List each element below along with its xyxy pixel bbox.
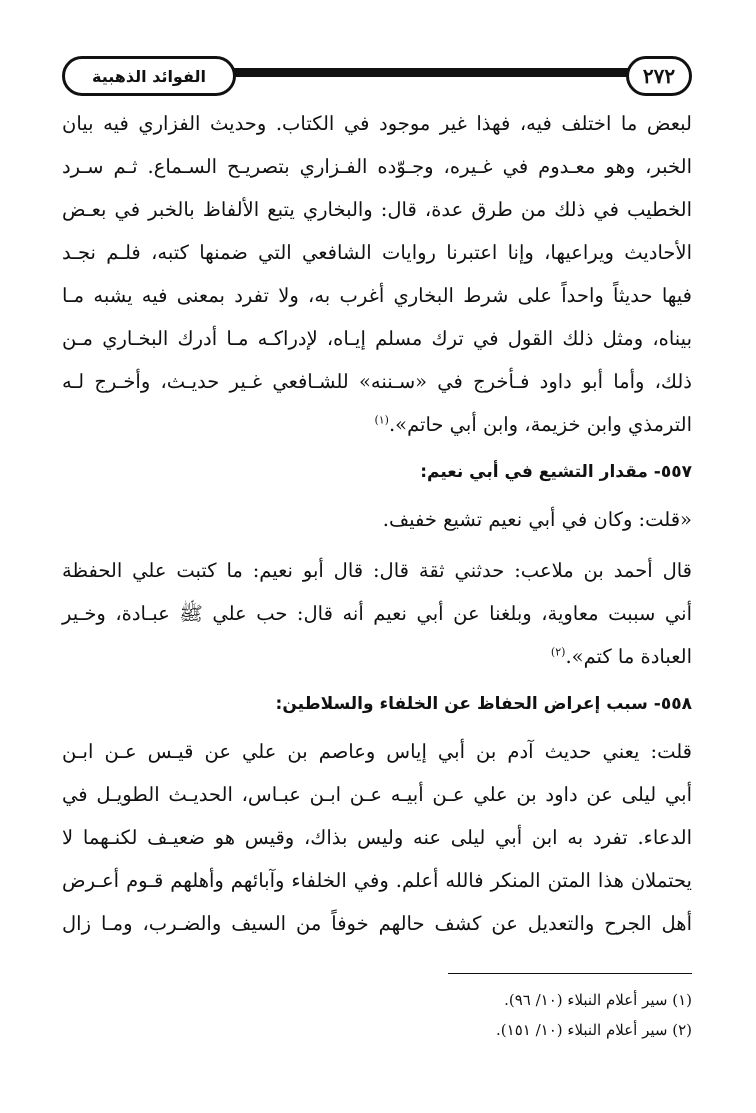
text-line: أني سببت معاوية، وبلغنا عن أبي نعيم أنه قال: حب علي ﷺ عبـادة، وخـير (62, 602, 692, 625)
paragraph-1 (62, 102, 692, 446)
text-line-content: الترمذي وابن خزيمة، وابن أبي حاتم». (388, 413, 692, 436)
text-line: قلت: يعني حديث آدم بن أبي إياس وعاصم بن علي عن قيـس عـن ابـن (62, 740, 692, 763)
text-line: أهل الجرح والتعديل عن كشف حالهم خوفاً من السيف والضـرب، ومـا زال (62, 912, 692, 935)
text-line (62, 403, 692, 446)
text-line: أبي ليلى عن داود بن علي عـن أبيـه عـن ابـن عبـاس، الحديـث الطويـل في (62, 783, 692, 806)
text-line: «قلت: وكان في أبي نعيم تشيع خفيف. (382, 508, 692, 531)
text-line: فيها حديثاً واحداً على شرط البخاري أغرب به، ولا تفرد بمعنى فيه يشبه مـا (62, 284, 692, 307)
text-line (62, 635, 692, 678)
page-number: ٢٧٢ (626, 56, 692, 96)
footnote-divider (448, 973, 692, 974)
footnotes (62, 985, 692, 1045)
page-body (62, 102, 692, 945)
text-line: الخبر، وهو معـدوم في غـيره، وجـوّده الفـزاري بتصريـح السـماع. ثـم سـرد (62, 155, 692, 178)
text-line: قال أحمد بن ملاعب: حدثني ثقة قال: قال أبو نعيم: ما كتبت علي الحفظة (62, 559, 692, 582)
section-heading-558: ٥٥٨- سبب إعراض الحفاظ عن الخلفاء والسلاطين: (275, 694, 692, 714)
paragraph-2 (62, 498, 692, 541)
text-line: يحتملان هذا المتن المنكر فالله أعلم. وفي الخلفاء وآبائهم وأهلهم قـوم أعـرض (62, 869, 692, 892)
text-line: ذلك، وأما أبو داود فـأخرج في «سـننه» للشـافعي غـير حديـث، وأخـرج لـه (62, 370, 692, 393)
header-rule (222, 68, 632, 77)
paragraph-4 (62, 730, 692, 945)
running-header (62, 54, 692, 94)
footnote-1: (١) سير أعلام النبلاء (١٠/ ٩٦). (504, 991, 692, 1009)
text-line: لبعض ما اختلف فيه، فهذا غير موجود في الكتاب. وحديث الفزاري فيه بيان (62, 112, 692, 135)
footnote-2: (٢) سير أعلام النبلاء (١٠/ ١٥١). (496, 1021, 692, 1039)
text-line: الخطيب في ذلك من طرق عدة، قال: والبخاري يتبع الألفاظ بالخبر في بعـض (62, 198, 692, 221)
book-title: الفوائد الذهبية (62, 56, 236, 96)
text-line: الأحاديث ويراعيها، وإنا اعتبرنا روايات الشافعي التي ضمنها كتبه، فلـم نجـد (62, 241, 692, 264)
footnote-ref: (٢) (550, 645, 566, 659)
section-heading-557: ٥٥٧- مقدار التشيع في أبي نعيم: (420, 462, 692, 482)
paragraph-3 (62, 549, 692, 678)
text-line-content: العبادة ما كتم». (565, 645, 692, 668)
text-line: بيناه، ومثل ذلك القول في ترك مسلم إيـاه، لإدراكـه مـا أدرك البخـاري مـن (62, 327, 692, 350)
text-line: الدعاء. تفرد به ابن أبي ليلى عنه وليس بذاك، وقيس هو ضعيـف لكنـهما لا (62, 826, 692, 849)
footnote-ref: (١) (374, 413, 389, 427)
